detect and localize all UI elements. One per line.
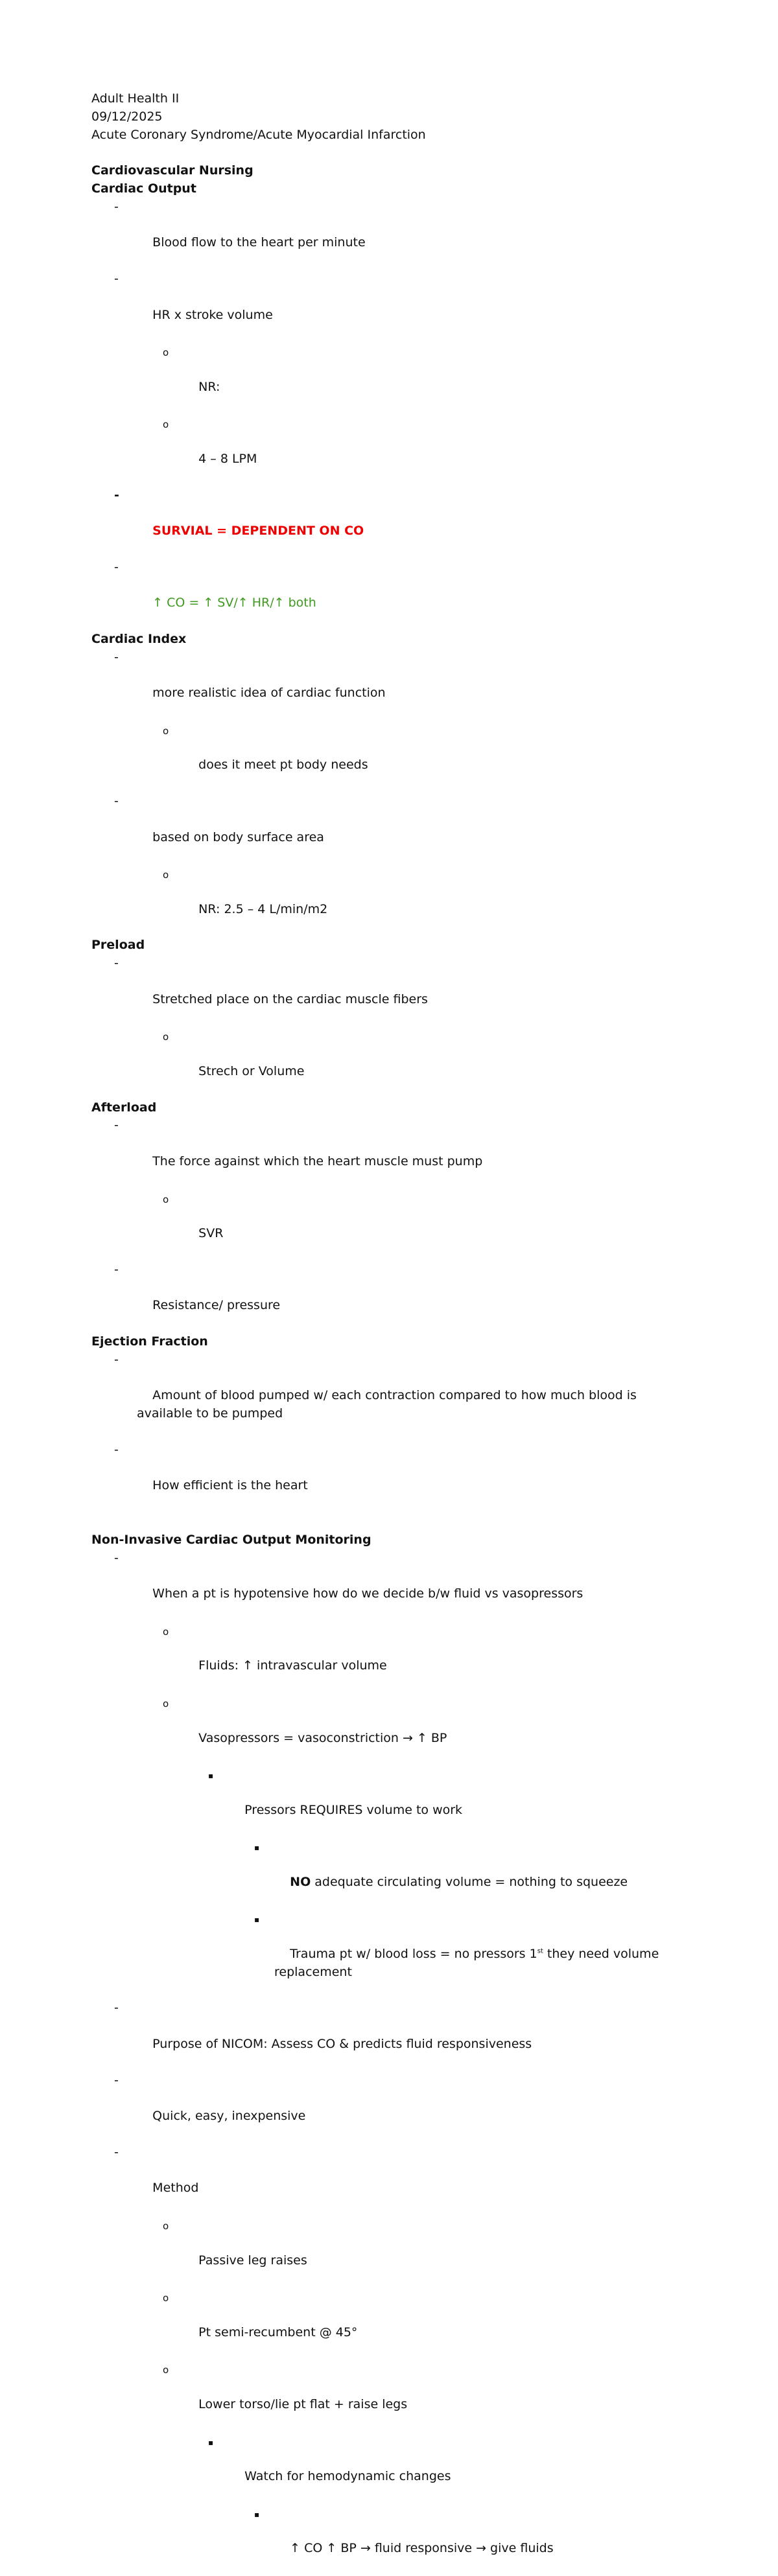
list-item: o Strech or Volume: [91, 1027, 688, 1098]
circle-bullet-icon: o: [163, 869, 169, 881]
document-page: [91, 90, 688, 2576]
list-item: - Blood flow to the heart per minute: [114, 199, 366, 250]
dash-bullet-icon: -: [114, 2072, 119, 2087]
list-item: - How efficient is the heart: [114, 1442, 308, 1493]
square-bullet-icon: ▪: [208, 2437, 214, 2447]
list-item: o Lower torso/lie pt flat + raise legs: [91, 2360, 688, 2431]
list-item: ▪ NO adequate circulating volume = nothing to squeeze: [91, 1837, 688, 1909]
circle-bullet-icon: o: [163, 725, 169, 737]
list-item: - Quick, easy, inexpensive: [114, 2072, 306, 2124]
lecture-date: 09/12/2025: [91, 109, 163, 124]
section-heading-afterload: Afterload: [91, 1100, 157, 1115]
dash-bullet-icon: -: [114, 794, 119, 809]
list-item: o Pt semi-recumbent @ 45°: [91, 2288, 688, 2360]
list-item-emphasis: - SURVIAL = DEPENDENT ON CO: [114, 487, 364, 539]
list-item: ▪ Pressors REQUIRES volume to work: [91, 1765, 688, 1837]
circle-bullet-icon: o: [163, 1031, 169, 1043]
circle-bullet-icon: o: [163, 1193, 169, 1205]
dash-bullet-icon: -: [114, 2001, 119, 2015]
list-item: - The force against which the heart muscle must pump: [114, 1118, 483, 1169]
dash-bullet-icon: -: [114, 2144, 119, 2159]
dash-bullet-icon: -: [114, 559, 119, 574]
section-heading-cardiac-index: Cardiac Index: [91, 631, 187, 646]
circle-bullet-icon: o: [163, 419, 169, 431]
dash-bullet-icon: -: [114, 1262, 119, 1277]
list-item: o Passive leg raises: [91, 2216, 688, 2288]
list-item: ▪ ↑ CO ↑ BP → fluid responsive → give fluids: [91, 2504, 688, 2576]
list-item: - Stretched place on the cardiac muscle fibers: [114, 956, 428, 1006]
list-item: - When a pt is hypotensive how do we decide b/w fluid vs vasopressors: [114, 1550, 584, 1601]
list-item: o NR: 2.5 – 4 L/min/m2: [91, 864, 688, 936]
square-bullet-icon: ▪: [254, 2509, 260, 2519]
list-item: - Amount of blood pumped w/ each contraction compared to how much blood is available to be pumped: [114, 1352, 641, 1421]
circle-bullet-icon: o: [163, 2364, 169, 2376]
dash-bullet-icon: -: [114, 1550, 119, 1565]
dash-bullet-icon: -: [114, 1442, 119, 1457]
section-heading-preload: Preload: [91, 938, 145, 953]
circle-bullet-icon: o: [163, 2220, 169, 2233]
section-heading-nicom: Non-Invasive Cardiac Output Monitoring: [91, 1532, 371, 1547]
list-item: ▪ Trauma pt w/ blood loss = no pressors 1st they need volume replacement: [91, 1909, 688, 1999]
square-bullet-icon: ▪: [254, 1915, 260, 1925]
dash-bullet-icon: -: [114, 271, 119, 286]
square-bullet-icon: ▪: [208, 1771, 214, 1781]
blank-line: [91, 1513, 688, 1531]
list-item: - Purpose of NICOM: Assess CO & predicts fluid responsiveness: [114, 2001, 532, 2052]
list-item: o Fluids: ↑ intravascular volume: [91, 1621, 688, 1693]
section-heading-ejection-fraction: Ejection Fraction: [91, 1334, 208, 1349]
lecture-topic: Acute Coronary Syndrome/Acute Myocardial Infarction: [91, 127, 426, 142]
list-item: o 4 – 8 LPM: [91, 414, 688, 486]
circle-bullet-icon: o: [163, 347, 169, 359]
square-bullet-icon: ▪: [254, 1843, 260, 1853]
dash-bullet-icon: -: [114, 199, 119, 214]
blank-line: [91, 144, 688, 162]
list-item: - based on body surface area: [114, 794, 324, 844]
list-item: o NR:: [91, 342, 688, 414]
dash-bullet-icon: -: [114, 1352, 119, 1367]
list-item: - Method: [114, 2144, 199, 2196]
circle-bullet-icon: o: [163, 2292, 169, 2304]
list-item: o SVR: [91, 1189, 688, 1261]
list-item: ▪ Watch for hemodynamic changes: [91, 2432, 688, 2504]
circle-bullet-icon: o: [163, 1625, 169, 1638]
circle-bullet-icon: o: [163, 1697, 169, 1710]
section-heading-cardiovascular-nursing: Cardiovascular Nursing: [91, 163, 253, 178]
course-title: Adult Health II: [91, 91, 180, 106]
list-item: o Vasopressors = vasoconstriction → ↑ BP: [91, 1693, 688, 1765]
dash-bullet-icon: -: [114, 649, 119, 664]
section-heading-cardiac-output: Cardiac Output: [91, 181, 196, 196]
list-item: - Resistance/ pressure: [114, 1262, 281, 1313]
list-item: o does it meet pt body needs: [91, 721, 688, 793]
dash-bullet-icon: -: [114, 487, 119, 502]
list-item: - HR x stroke volume: [114, 271, 273, 322]
list-item: - more realistic idea of cardiac function: [114, 649, 386, 701]
dash-bullet-icon: -: [114, 956, 119, 971]
dash-bullet-icon: -: [114, 1118, 119, 1133]
list-item-highlight: - ↑ CO = ↑ SV/↑ HR/↑ both: [114, 559, 316, 610]
